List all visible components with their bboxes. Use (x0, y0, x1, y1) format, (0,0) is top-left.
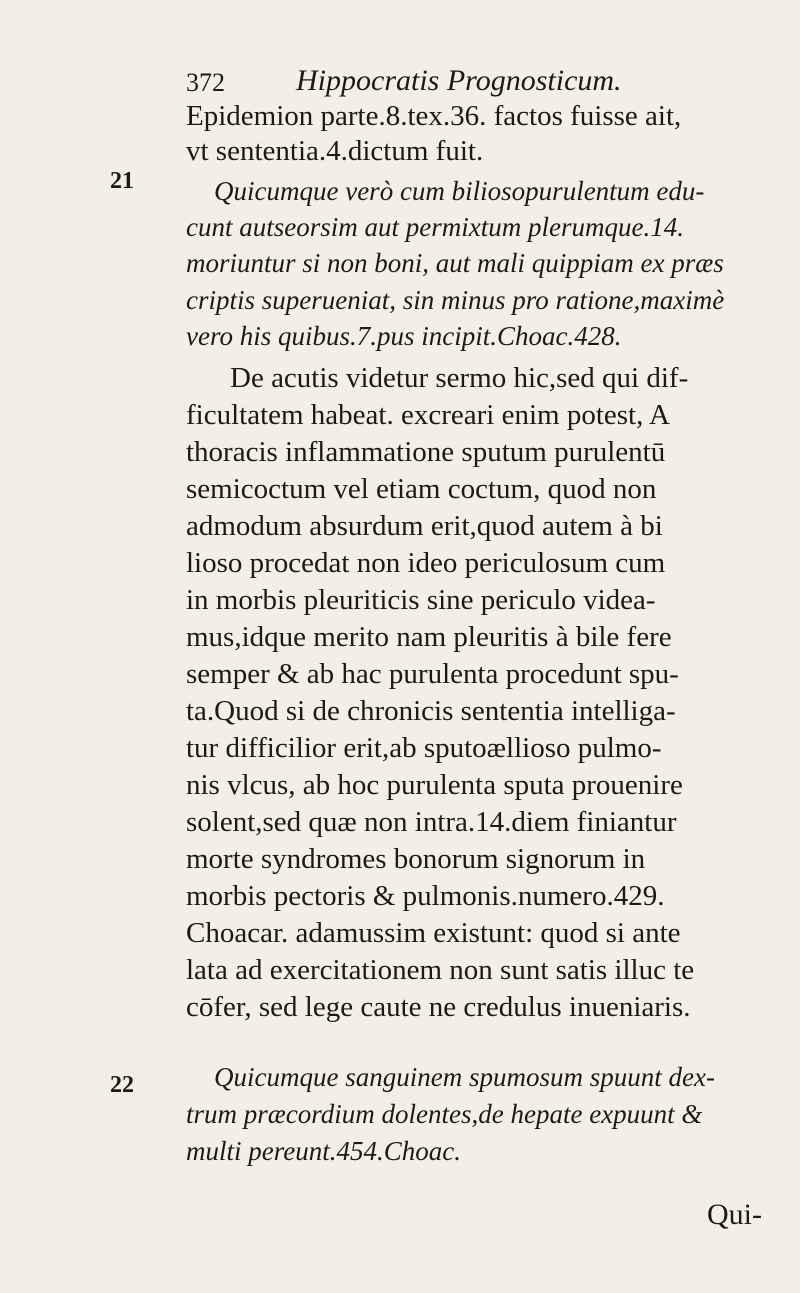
text-line: morbis pectoris & pulmonis.numero.429. (186, 880, 665, 912)
text-line: Quicumque sanguinem spumosum spuunt dex- (214, 1062, 715, 1092)
margin-number: 21 (110, 168, 134, 194)
text-line: trum præcordium dolentes,de hepate expuunt & (186, 1099, 703, 1129)
page-header (186, 62, 746, 102)
margin-number: 22 (110, 1072, 134, 1098)
text-line: semicoctum vel etiam coctum, quod non (186, 473, 657, 505)
text-line: morte syndromes bonorum signorum in (186, 843, 646, 875)
running-title: Hippocratis Prognosticum. (296, 64, 622, 97)
text-line: De acutis videtur sermo hic,sed qui dif- (230, 362, 689, 394)
text-line: solent,sed quæ non intra.14.diem finiantur (186, 806, 677, 838)
text-line: criptis superueniat, sin minus pro ratione,maximè (186, 285, 725, 315)
text-line: cunt autseorsim aut permixtum plerumque.14. (186, 212, 684, 242)
text-line: vero his quibus.7.pus incipit.Choac.428. (186, 321, 622, 351)
catchword: Qui- (707, 1198, 762, 1231)
text-line: semper & ab hac purulenta procedunt spu- (186, 658, 679, 690)
text-line: cōfer, sed lege caute ne credulus inueniaris. (186, 991, 691, 1023)
text-line: ta.Quod si de chronicis sententia intelliga- (186, 695, 676, 727)
text-line: admodum absurdum erit,quod autem à bi (186, 510, 663, 542)
text-line: moriuntur si non boni, aut mali quippiam ex præs (186, 248, 724, 278)
text-line: lata ad exercitationem non sunt satis illuc te (186, 954, 695, 986)
text-line: Choacar. adamussim existunt: quod si ante (186, 917, 681, 949)
text-line: thoracis inflammatione sputum purulentū (186, 436, 666, 468)
text-line: lioso procedat non ideo periculosum cum (186, 547, 666, 579)
text-line: in morbis pleuriticis sine periculo videa- (186, 584, 656, 616)
text-line: Quicumque verò cum biliosopurulentum edu- (214, 176, 705, 206)
text-line: tur difficilior erit,ab sputoællioso pulmo- (186, 732, 662, 764)
page-number: 372 (186, 68, 225, 97)
text-line: vt sententia.4.dictum fuit. (186, 135, 484, 167)
text-line: Epidemion parte.8.tex.36. factos fuisse ait, (186, 100, 682, 132)
text-line: ficultatem habeat. excreari enim potest, A (186, 399, 670, 431)
text-line: nis vlcus, ab hoc purulenta sputa prouenire (186, 769, 683, 801)
text-line: multi pereunt.454.Choac. (186, 1136, 461, 1166)
text-line: mus,idque merito nam pleuritis à bile fere (186, 621, 672, 653)
